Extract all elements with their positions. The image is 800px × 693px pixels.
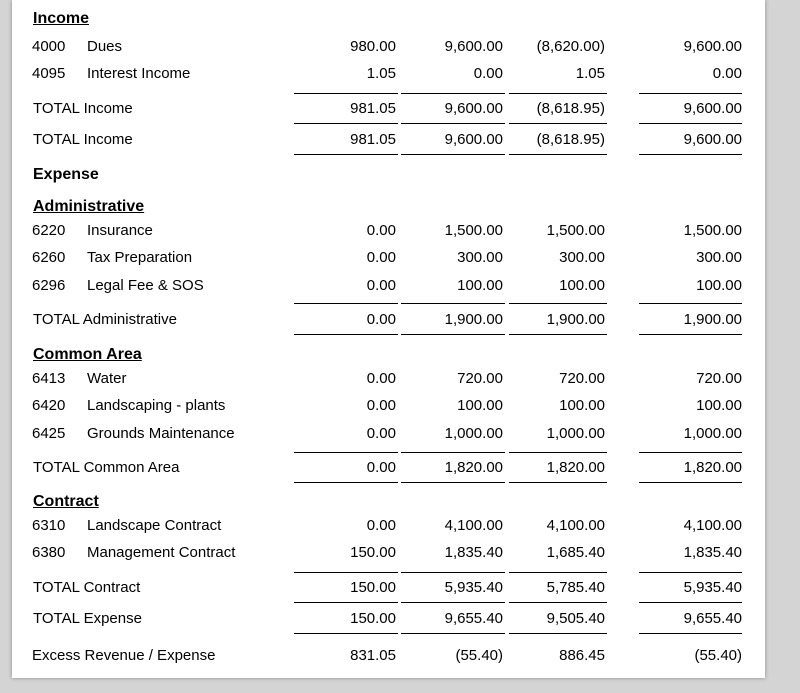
- variance-value: 886.45: [559, 647, 605, 664]
- actual-value: 1.05: [366, 65, 396, 82]
- annual-budget-value: 5,935.40: [683, 579, 742, 596]
- annual-budget-value: (55.40): [694, 647, 742, 664]
- account-code: 6425: [32, 425, 66, 442]
- budget-value: 1,820.00: [444, 459, 503, 476]
- divider: [639, 572, 742, 573]
- income-heading: Income: [33, 10, 90, 27]
- table-row: [12, 515, 765, 537]
- divider: [294, 602, 398, 603]
- divider: [401, 482, 505, 483]
- actual-value: 0.00: [366, 249, 396, 266]
- actual-value: 0.00: [366, 397, 396, 414]
- account-code: 4000: [32, 38, 66, 55]
- divider: [401, 633, 505, 634]
- account-code: 6310: [32, 517, 66, 534]
- divider: [509, 602, 607, 603]
- budget-value: 300.00: [457, 249, 503, 266]
- actual-value: 150.00: [350, 610, 396, 627]
- divider: [509, 93, 607, 94]
- excess-label: Excess Revenue / Expense: [32, 647, 216, 664]
- account-code: 6296: [32, 277, 66, 294]
- annual-budget-value: 100.00: [696, 397, 742, 414]
- table-row: [12, 368, 765, 390]
- variance-value: 100.00: [559, 277, 605, 294]
- budget-value: 720.00: [457, 370, 503, 387]
- budget-value: 9,600.00: [444, 131, 503, 148]
- divider: [509, 303, 607, 304]
- budget-value: 5,935.40: [444, 579, 503, 596]
- actual-value: 0.00: [366, 277, 396, 294]
- divider: [639, 154, 742, 155]
- divider: [639, 123, 742, 124]
- variance-value: 4,100.00: [546, 517, 605, 534]
- annual-budget-value: 100.00: [696, 277, 742, 294]
- actual-value: 0.00: [366, 517, 396, 534]
- table-row: [12, 36, 765, 58]
- variance-value: (8,620.00): [536, 38, 605, 55]
- divider: [401, 303, 505, 304]
- budget-value: 100.00: [457, 277, 503, 294]
- actual-value: 981.05: [350, 100, 396, 117]
- divider: [639, 482, 742, 483]
- divider: [401, 334, 505, 335]
- account-desc: Dues: [87, 38, 123, 55]
- budget-value: 4,100.00: [444, 517, 503, 534]
- divider: [294, 482, 398, 483]
- divider: [294, 572, 398, 573]
- budget-value: (55.40): [455, 647, 503, 664]
- actual-value: 0.00: [366, 222, 396, 239]
- account-desc: Interest Income: [87, 65, 191, 82]
- divider: [639, 303, 742, 304]
- divider: [509, 482, 607, 483]
- divider: [401, 123, 505, 124]
- budget-value: 100.00: [457, 397, 503, 414]
- account-code: 4095: [32, 65, 66, 82]
- divider: [294, 123, 398, 124]
- account-desc: Management Contract: [87, 544, 236, 561]
- table-row: [12, 275, 765, 297]
- total-label: TOTAL Common Area: [33, 459, 180, 476]
- divider: [639, 334, 742, 335]
- variance-value: 1,685.40: [546, 544, 605, 561]
- divider: [509, 633, 607, 634]
- total-label: TOTAL Income: [33, 100, 133, 117]
- divider: [509, 154, 607, 155]
- account-desc: Landscape Contract: [87, 517, 222, 534]
- divider: [401, 572, 505, 573]
- divider: [401, 602, 505, 603]
- budget-value: 9,600.00: [444, 100, 503, 117]
- total-row: [12, 98, 765, 120]
- divider: [639, 633, 742, 634]
- budget-value: 0.00: [473, 65, 503, 82]
- variance-value: 5,785.40: [546, 579, 605, 596]
- table-row: [12, 63, 765, 85]
- divider: [639, 93, 742, 94]
- administrative-heading: Administrative: [33, 198, 145, 215]
- variance-value: (8,618.95): [536, 100, 605, 117]
- table-row: [12, 423, 765, 445]
- divider: [509, 572, 607, 573]
- actual-value: 150.00: [350, 579, 396, 596]
- report-page: [12, 0, 765, 678]
- table-row: [12, 247, 765, 269]
- annual-budget-value: 1,900.00: [683, 311, 742, 328]
- account-desc: Insurance: [87, 222, 153, 239]
- variance-value: 1,900.00: [546, 311, 605, 328]
- actual-value: 0.00: [366, 425, 396, 442]
- actual-value: 0.00: [366, 311, 396, 328]
- budget-value: 9,655.40: [444, 610, 503, 627]
- divider: [294, 303, 398, 304]
- budget-value: 1,900.00: [444, 311, 503, 328]
- annual-budget-value: 0.00: [712, 65, 742, 82]
- annual-budget-value: 9,655.40: [683, 610, 742, 627]
- divider: [294, 154, 398, 155]
- total-label: TOTAL Contract: [33, 579, 141, 596]
- actual-value: 0.00: [366, 370, 396, 387]
- annual-budget-value: 1,000.00: [683, 425, 742, 442]
- variance-value: 100.00: [559, 397, 605, 414]
- divider: [509, 123, 607, 124]
- divider: [294, 633, 398, 634]
- budget-value: 1,500.00: [444, 222, 503, 239]
- actual-value: 980.00: [350, 38, 396, 55]
- table-row: [12, 220, 765, 242]
- total-row: [12, 608, 765, 630]
- total-row: [12, 129, 765, 151]
- excess-row: [12, 645, 765, 667]
- contract-heading: Contract: [33, 493, 99, 510]
- account-code: 6420: [32, 397, 66, 414]
- divider: [639, 452, 742, 453]
- annual-budget-value: 300.00: [696, 249, 742, 266]
- annual-budget-value: 9,600.00: [683, 38, 742, 55]
- actual-value: 831.05: [350, 647, 396, 664]
- variance-value: 1,820.00: [546, 459, 605, 476]
- divider: [294, 452, 398, 453]
- divider: [401, 93, 505, 94]
- total-label: TOTAL Administrative: [33, 311, 177, 328]
- total-row: [12, 457, 765, 479]
- divider: [401, 452, 505, 453]
- annual-budget-value: 9,600.00: [683, 131, 742, 148]
- variance-value: 9,505.40: [546, 610, 605, 627]
- budget-value: 9,600.00: [444, 38, 503, 55]
- divider: [294, 334, 398, 335]
- variance-value: 1.05: [575, 65, 605, 82]
- account-code: 6413: [32, 370, 66, 387]
- variance-value: 1,500.00: [546, 222, 605, 239]
- account-code: 6220: [32, 222, 66, 239]
- divider: [294, 93, 398, 94]
- account-desc: Legal Fee & SOS: [87, 277, 204, 294]
- table-row: [12, 395, 765, 417]
- budget-value: 1,835.40: [444, 544, 503, 561]
- actual-value: 0.00: [366, 459, 396, 476]
- variance-value: (8,618.95): [536, 131, 605, 148]
- annual-budget-value: 4,100.00: [683, 517, 742, 534]
- variance-value: 300.00: [559, 249, 605, 266]
- account-desc: Water: [87, 370, 127, 387]
- budget-value: 1,000.00: [444, 425, 503, 442]
- annual-budget-value: 9,600.00: [683, 100, 742, 117]
- divider: [639, 602, 742, 603]
- annual-budget-value: 720.00: [696, 370, 742, 387]
- divider: [509, 334, 607, 335]
- divider: [509, 452, 607, 453]
- annual-budget-value: 1,835.40: [683, 544, 742, 561]
- divider: [401, 154, 505, 155]
- actual-value: 150.00: [350, 544, 396, 561]
- total-row: [12, 309, 765, 331]
- account-code: 6380: [32, 544, 66, 561]
- common-area-heading: Common Area: [33, 346, 142, 363]
- total-label: TOTAL Expense: [33, 610, 142, 627]
- total-label: TOTAL Income: [33, 131, 133, 148]
- actual-value: 981.05: [350, 131, 396, 148]
- account-desc: Grounds Maintenance: [87, 425, 235, 442]
- variance-value: 1,000.00: [546, 425, 605, 442]
- account-code: 6260: [32, 249, 66, 266]
- variance-value: 720.00: [559, 370, 605, 387]
- annual-budget-value: 1,500.00: [683, 222, 742, 239]
- account-desc: Tax Preparation: [87, 249, 193, 266]
- account-desc: Landscaping - plants: [87, 397, 226, 414]
- table-row: [12, 542, 765, 564]
- annual-budget-value: 1,820.00: [683, 459, 742, 476]
- expense-heading: Expense: [33, 166, 99, 183]
- total-row: [12, 577, 765, 599]
